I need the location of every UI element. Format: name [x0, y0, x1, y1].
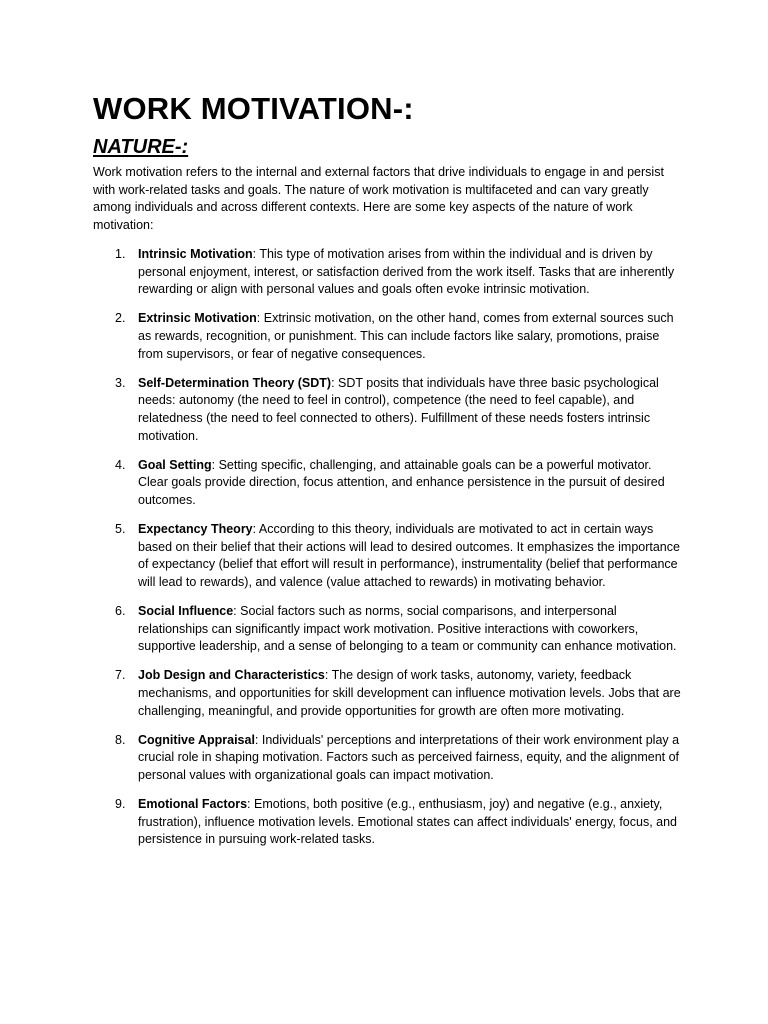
list-item-text: : The design of work tasks, autonomy, variety, feedback mechanisms, and opportunities for skill development can influence motivation levels. Jobs that are challenging, meaningful, and provide opportunities for growth are often more motivating. — [138, 668, 681, 718]
list-item-text: : Social factors such as norms, social comparisons, and interpersonal relationships can significantly impact work motivation. Positive interactions with coworkers, supportive leadership, and a sense of belonging to a team or community can enhance motivation. — [138, 604, 677, 654]
list-item-cognitive-appraisal — [93, 732, 683, 785]
list-item-expectancy-theory — [93, 521, 683, 591]
list-item-self-determination-theory — [93, 375, 683, 445]
list-item-number: 9. — [115, 797, 126, 812]
list-item-number: 3. — [115, 375, 126, 390]
document-title: WORK MOTIVATION-: — [93, 91, 414, 126]
list-item-term: Goal Setting — [138, 457, 212, 472]
list-item-number: 4. — [115, 457, 126, 472]
list-item-term: Social Influence — [138, 604, 234, 619]
list-item-term: Intrinsic Motivation — [138, 247, 253, 261]
list-item-number: 2. — [115, 311, 126, 326]
list-item-term: Expectancy Theory — [138, 522, 253, 537]
list-item-text: : Setting specific, challenging, and attainable goals can be a powerful motivator. Clear goals provide direction, focus attention, and enhance persistence in the pursuit of desired outcomes. — [138, 457, 665, 507]
list-item-intrinsic-motivation — [93, 246, 683, 299]
list-item-text: : This type of motivation arises from within the individual and is driven by personal enjoyment, interest, or satisfaction derived from the work itself. Tasks that are inherently rewarding or align with personal values and goals often evoke intrinsic motivation. — [138, 247, 675, 297]
intro-paragraph: Work motivation refers to the internal and external factors that drive individuals to engage in and persist with work-related tasks and goals. The nature of work motivation is multifaceted and can vary greatly among individuals and across different contexts. Here are some key aspects of the nature of work motivation: — [93, 165, 664, 232]
list-item-social-influence — [93, 603, 683, 656]
list-item-job-design — [93, 667, 683, 720]
list-item-term: Job Design and Characteristics — [138, 668, 325, 683]
list-item-number: 7. — [115, 668, 126, 683]
list-item-term: Extrinsic Motivation — [138, 311, 257, 326]
list-item-number: 5. — [115, 522, 126, 537]
list-item-number: 6. — [115, 604, 126, 619]
section-heading-nature: NATURE-: — [93, 136, 189, 158]
list-item-text: : Extrinsic motivation, on the other hand, comes from external sources such as rewards, recognition, or punishment. This can include factors like salary, promotions, praise from supervisors, or fear of negative consequences. — [138, 311, 674, 361]
list-item-term: Cognitive Appraisal — [138, 732, 255, 747]
list-item-term: Emotional Factors — [138, 797, 248, 812]
aspects-list — [93, 246, 683, 861]
list-item-goal-setting — [93, 457, 683, 510]
list-item-text: : According to this theory, individuals are motivated to act in certain ways based on their belief that their actions will lead to desired outcomes. It emphasizes the importance of expectancy (belief that effort will result in performance), instrumentality (belief that performance will lead to rewards), and valence (value attached to rewards) in motivating behavior. — [138, 522, 680, 589]
list-item-text: : Individuals' perceptions and interpretations of their work environment play a crucial role in shaping motivation. Factors such as perceived fairness, equity, and the alignment of personal values with organizational goals can impact motivation. — [138, 732, 680, 782]
list-item-emotional-factors — [93, 796, 683, 849]
list-item-extrinsic-motivation — [93, 310, 683, 363]
list-item-number: 1. — [115, 247, 126, 261]
list-item-number: 8. — [115, 732, 126, 747]
list-item-term: Self-Determination Theory (SDT) — [138, 375, 332, 390]
list-item-text: : Emotions, both positive (e.g., enthusiasm, joy) and negative (e.g., anxiety, frustration), influence motivation levels. Emotional states can affect individuals' energy, focus, and persistence in pursuing work-related tasks. — [138, 797, 678, 847]
list-item-text: : SDT posits that individuals have three basic psychological needs: autonomy (the need to feel in control), competence (the need to feel capable), and relatedness (the need to feel connected to others). Fulfillment of these needs fosters intrinsic motivation. — [138, 375, 659, 443]
